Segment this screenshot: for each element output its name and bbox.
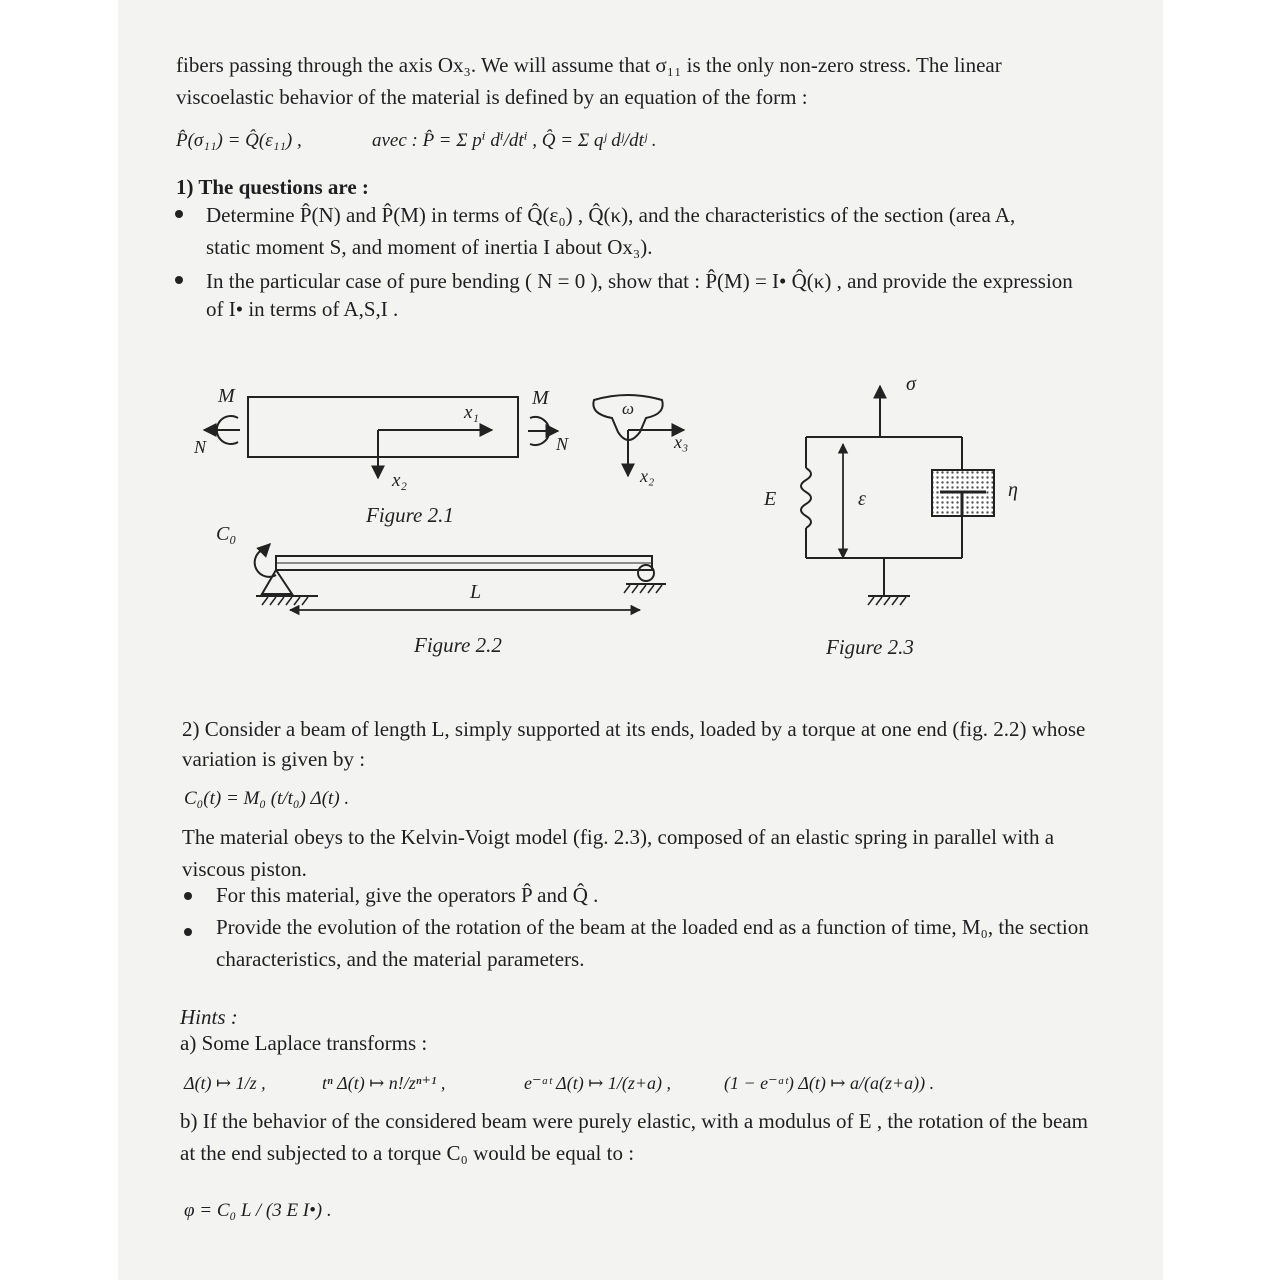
section2-line-1: 2) Consider a beam of length L, simply supported at its ends, loaded by a torque at one end (fig. 2.2) whose: [182, 717, 1086, 741]
hints-b-line-1: b) If the behavior of the considered beam were purely elastic, with a modulus of E , the rotation of the beam: [180, 1109, 1088, 1133]
section2-bullet-2-line-1: Provide the evolution of the rotation of the beam at the loaded end as a function of time, M₀, the section: [216, 915, 1089, 939]
caption-figure-2-1: Figure 2.1: [366, 503, 454, 527]
label-epsilon: ε: [858, 488, 866, 510]
intro-line-2: viscoelastic behavior of the material is defined by an equation of the form :: [176, 85, 808, 109]
ground-hatch-left: [262, 597, 308, 605]
section2-line-2: variation is given by :: [182, 747, 366, 771]
intro-line-1: fibers passing through the axis Ox₃. We will assume that σ₁₁ is the only non-zero stress. The linear: [176, 53, 1002, 77]
hints-b-line-2: at the end subjected to a torque C₀ would be equal to :: [180, 1141, 635, 1165]
label-x1: x₁: [464, 402, 480, 423]
label-E: E: [764, 488, 777, 510]
label-x2-section: x₂: [640, 466, 655, 486]
laplace-transform-1: Δ(t) ↦ 1/z ,: [184, 1073, 266, 1093]
caption-figure-2-3: Figure 2.3: [826, 635, 914, 659]
hints-a: a) Some Laplace transforms :: [180, 1031, 428, 1055]
section2-bullet-1: For this material, give the operators P̂ and Q̂ .: [216, 883, 599, 907]
bullet: [184, 928, 192, 936]
label-eta: η: [1008, 479, 1018, 501]
question-1-line-2: static moment S, and moment of inertia I about Ox₃).: [206, 235, 653, 259]
bullet: [184, 892, 192, 900]
section1-heading: 1) The questions are :: [176, 175, 369, 199]
section2-line-4: viscous piston.: [182, 857, 307, 881]
label-sigma: σ: [906, 373, 916, 395]
torque-arc: [255, 550, 276, 577]
label-M: M: [218, 385, 235, 407]
figure-2-2: [216, 523, 666, 657]
label-M-right: M: [532, 387, 549, 409]
label-L: L: [470, 581, 482, 603]
equation-constitutive: P̂(σ₁₁) = Q̂(ε₁₁) ,: [176, 130, 302, 151]
rotation-formula: φ = C₀ L / (3 E I•) .: [184, 1200, 332, 1221]
label-C0: C₀: [216, 523, 237, 545]
label-omega: ω: [622, 399, 635, 418]
roller-support-right: [638, 565, 654, 581]
torque-arrow: [262, 544, 270, 552]
equation-operators: avec : P̂ = Σ pⁱ dⁱ/dtⁱ , Q̂ = Σ qʲ dʲ/dtʲ .: [372, 130, 657, 151]
label-N-right: N: [556, 434, 569, 454]
pin-support-left: [262, 570, 292, 594]
section2-bullet-2-line-2: characteristics, and the material parameters.: [216, 947, 585, 971]
spring-coil: [801, 468, 811, 528]
torque-equation: C₀(t) = M₀ (t/t₀) Δ(t) .: [184, 788, 350, 809]
question-1-line-1: Determine P̂(N) and P̂(M) in terms of Q̂(ε₀) , Q̂(κ), and the characteristics of the section (area A,: [206, 203, 1016, 227]
ground-hatch-right: [624, 585, 662, 593]
laplace-transform-3: e⁻ᵃᵗ Δ(t) ↦ 1/(z+a) ,: [524, 1073, 671, 1093]
figure-2-3: [763, 373, 1018, 659]
laplace-transform-4: (1 − e⁻ᵃᵗ) Δ(t) ↦ a/(a(z+a)) .: [724, 1073, 935, 1093]
question-2-line-2: of I• in terms of A,S,I .: [206, 297, 399, 321]
label-N: N: [194, 437, 207, 457]
caption-figure-2-2: Figure 2.2: [414, 633, 502, 657]
ground-hatch-fig23: [868, 597, 906, 605]
figure-2-1: [193, 385, 688, 527]
label-x3: x₃: [674, 432, 689, 452]
laplace-transform-2: tⁿ Δ(t) ↦ n!/zⁿ⁺¹ ,: [322, 1073, 446, 1093]
question-2-line-1: In the particular case of pure bending ( N = 0 ), show that : P̂(M) = I• Q̂(κ) , and provide the expression: [206, 269, 1073, 293]
hints-title: Hints :: [180, 1005, 238, 1029]
label-x2: x₂: [392, 470, 408, 491]
section2-line-3: The material obeys to the Kelvin-Voigt model (fig. 2.3), composed of an elastic spring in parallel with a: [182, 825, 1055, 849]
